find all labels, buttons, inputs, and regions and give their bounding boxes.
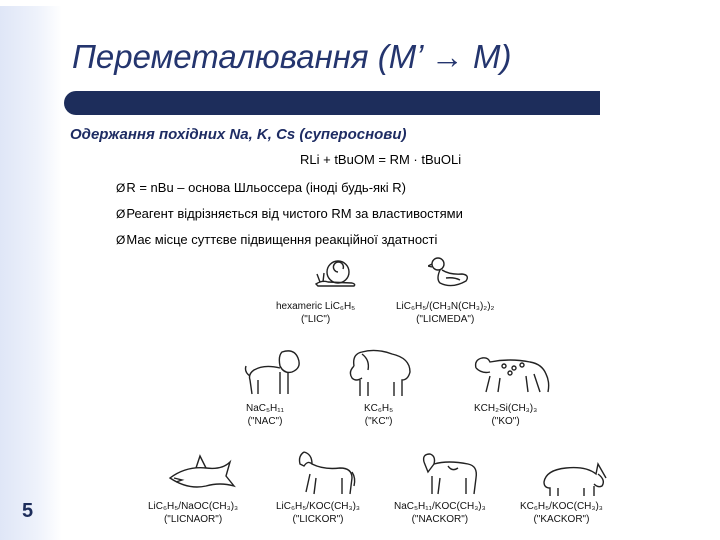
nickname-text: ("KC") [364, 416, 393, 427]
lion-icon [244, 346, 302, 398]
bullet-arrow-icon: Ø [116, 233, 126, 247]
shark-icon [166, 452, 236, 498]
formula-text: hexameric LiC₆H₅ [276, 301, 356, 312]
nickname-text: ("LICNAOR") [163, 514, 223, 525]
bullet-item-3 [116, 232, 437, 247]
jaguar-icon [470, 348, 552, 396]
nickname-text: ("NACKOR") [411, 514, 469, 525]
formula-text: LiC₆H₅/NaOC(CH₃)₃ [148, 501, 239, 512]
cow-icon [418, 450, 482, 498]
nickname-text: ("KACKOR") [533, 514, 590, 525]
nickname-text: ("KO") [491, 416, 520, 427]
formula-label-kackor [520, 500, 603, 526]
nickname-text: ("LICKOR") [292, 514, 344, 525]
slide-title: Переметалювання (M’ → M) [72, 38, 512, 75]
formula-label-nackor [394, 500, 486, 526]
left-band-top-gap [0, 0, 62, 6]
nickname-text: ("LIC") [300, 314, 331, 325]
slide-subtitle: Одержання похідних Na, K, Cs (суперосновu) [70, 126, 407, 143]
left-decor-band [0, 0, 62, 540]
nickname-text: ("LICMEDA") [416, 314, 475, 325]
formula-label-lickor [276, 500, 360, 526]
page-number: 5 [22, 500, 34, 522]
bullet-text-2: Реагент відрізняється від чистого RM за властивостями [126, 206, 463, 221]
bullet-arrow-icon: Ø [116, 181, 126, 195]
formula-label-lic [276, 300, 355, 326]
formula-text: LiC₆H₅/(CH₃N(CH₃)₂)₂ [396, 301, 495, 312]
formula-label-ko [474, 402, 537, 428]
horse-icon [294, 448, 358, 498]
formula-text: KC₆H₅/KOC(CH₃)₃ [520, 501, 603, 512]
formula-text: KCH₂Si(CH₃)₃ [474, 403, 538, 414]
formula-label-licmeda [396, 300, 494, 326]
formula-label-licnaor [148, 500, 238, 526]
formula-text: NaC₅H₁₁/KOC(CH₃)₃ [394, 501, 486, 512]
bison-icon [346, 344, 416, 400]
bullet-arrow-icon: Ø [116, 207, 126, 221]
bullet-text-1: R = nBu – основа Шльоссера (іноді будь-які R) [126, 180, 406, 195]
duck-icon [428, 255, 472, 291]
bullet-item-1 [116, 180, 406, 195]
bullet-text-3: Має місце суттєве підвищення реакційної здатності [126, 232, 438, 247]
rhino-icon [536, 458, 610, 498]
formula-text: LiC₆H₅/KOC(CH₃)₃ [276, 501, 360, 512]
formula-text: KC₆H₅ [364, 403, 394, 414]
formula-label-nac [246, 402, 284, 428]
bullet-item-2 [116, 206, 463, 221]
reaction-equation: RLi + tBuOM = RM · tBuOLi [300, 152, 462, 167]
nickname-text: ("NAC") [247, 416, 283, 427]
formula-text: NaC₅H₁₁ [246, 403, 285, 414]
title-underline-bar [64, 91, 600, 115]
formula-label-kc [364, 402, 393, 428]
snail-icon [312, 252, 358, 288]
